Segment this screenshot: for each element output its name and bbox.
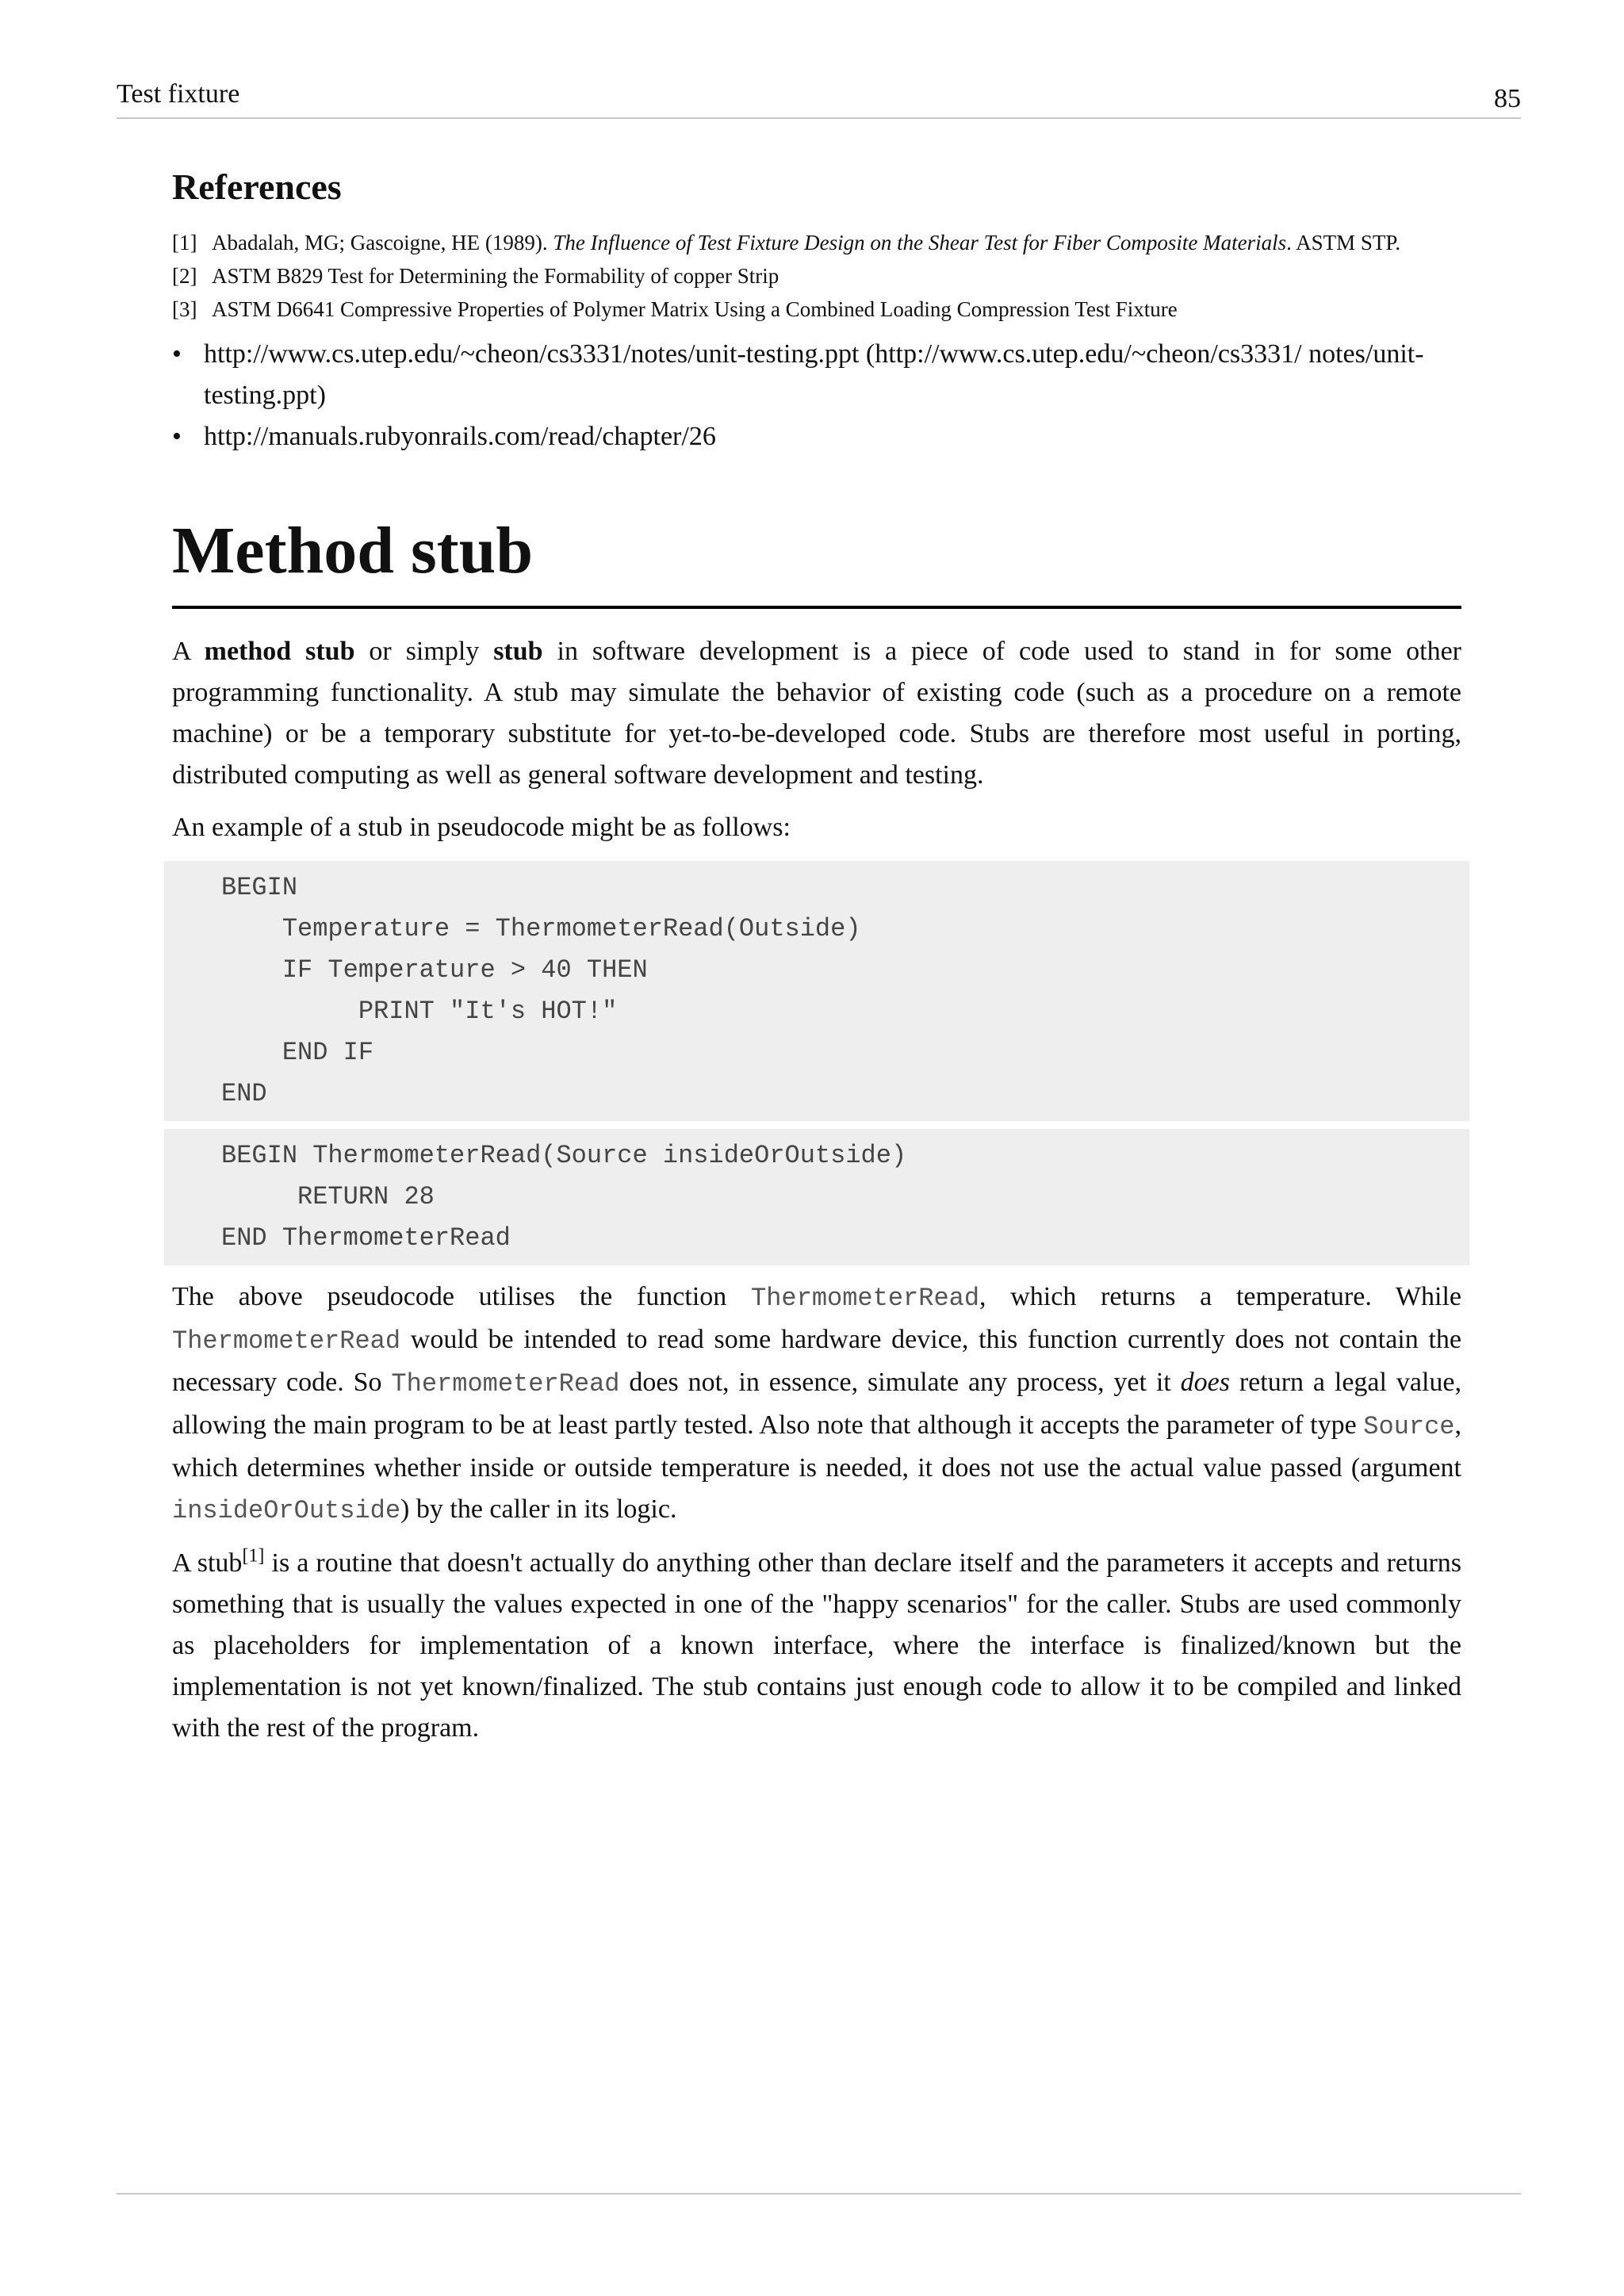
reference-number: [1] bbox=[172, 231, 197, 255]
reference-item bbox=[172, 293, 1461, 326]
reference-item bbox=[172, 259, 1461, 293]
external-link-item[interactable]: • http://manuals.rubyonrails.com/read/chapter/26 bbox=[172, 416, 1461, 457]
reference-text: ASTM B829 Test for Determining the Formability of copper Strip bbox=[212, 264, 779, 289]
text-run: The above pseudocode utilises the function bbox=[172, 1281, 751, 1311]
external-link-item[interactable]: • http://www.cs.utep.edu/~cheon/cs3331/notes/unit-testing.ppt (http://www.cs.utep.edu/~cheon/cs3331/ notes/unit-testing.ppt) bbox=[172, 334, 1461, 416]
page-content bbox=[172, 159, 1461, 1749]
reference-text: ASTM D6641 Compressive Properties of Polymer Matrix Using a Combined Loading Compression Test Fixture bbox=[212, 297, 1178, 322]
text-run: return a legal value, allowing the main program to be at least partly tested. Also note that although it accepts the parameter of type bbox=[172, 1367, 1461, 1440]
bold-term: method stub bbox=[204, 636, 355, 666]
inline-code: ThermometerRead bbox=[751, 1283, 980, 1313]
text-run: , which returns a temperature. While bbox=[979, 1281, 1461, 1311]
reference-number: [2] bbox=[172, 264, 197, 289]
reference-source: . ASTM STP. bbox=[1286, 231, 1401, 255]
header-title: Test fixture bbox=[117, 79, 240, 109]
reference-authors: Abadalah, MG; Gascoigne, HE (1989). bbox=[212, 231, 553, 255]
text-run: or simply bbox=[354, 636, 494, 666]
bold-term: stub bbox=[493, 636, 543, 666]
references-heading: References bbox=[172, 166, 342, 207]
citation-link[interactable]: [1] bbox=[242, 1545, 265, 1567]
page-number: 85 bbox=[1494, 84, 1521, 113]
inline-code: ThermometerRead bbox=[172, 1326, 401, 1356]
emphasis: does bbox=[1180, 1367, 1230, 1397]
text-run: in software development is a piece of code used to stand in for some other programming functionality. A stub may simulate the behavior of existing code (such as a procedure on a remote machine) or be a temporary substitute for yet-to-be-developed code. Stubs are therefore most useful in porting, distributed computing as well as general software development and testing. bbox=[172, 636, 1461, 790]
reference-number: [3] bbox=[172, 297, 197, 322]
reference-item bbox=[172, 226, 1461, 259]
text-run: A stub bbox=[172, 1548, 243, 1578]
intro-paragraph bbox=[172, 631, 1461, 796]
text-run: , which determines whether inside or outside temperature is needed, it does not use the actual value passed (argument bbox=[172, 1410, 1461, 1483]
reference-list bbox=[172, 226, 1461, 326]
text-run: A bbox=[172, 636, 205, 666]
definition-paragraph bbox=[172, 1543, 1461, 1749]
code-block-main: BEGIN Temperature = ThermometerRead(Outside) IF Temperature > 40 THEN PRINT "It's HOT!" END IF END bbox=[164, 861, 1469, 1121]
text-run: does not, in essence, simulate any process, yet it bbox=[619, 1367, 1181, 1397]
text-run: is a routine that doesn't actually do anything other than declare itself and the parameters it accepts and returns something that is usually the values expected in one of the "happy scenarios" for the caller. Stubs are used commonly as placeholders for implementation of a known interface, where the interface is finalized/known but the implementation is not yet known/finalized. The stub contains just enough code to allow it to be compiled and linked with the rest of the program. bbox=[172, 1548, 1461, 1743]
running-header bbox=[117, 76, 1521, 119]
reference-text bbox=[212, 226, 1400, 259]
explanation-paragraph bbox=[172, 1276, 1461, 1532]
reference-title: The Influence of Test Fixture Design on the Shear Test for Fiber Composite Materials bbox=[553, 231, 1287, 255]
inline-code: Source bbox=[1363, 1411, 1455, 1441]
code-block-function: BEGIN ThermometerRead(Source insideOrOutside) RETURN 28 END ThermometerRead bbox=[164, 1129, 1469, 1265]
text-run: would be intended to read some hardware device, this function currently does not contain the necessary code. So bbox=[172, 1324, 1461, 1397]
inline-code: insideOrOutside bbox=[172, 1495, 401, 1525]
article-title: Method stub bbox=[172, 511, 1461, 609]
footer-rule bbox=[117, 2193, 1521, 2195]
text-run: ) by the caller in its logic. bbox=[400, 1494, 677, 1524]
example-intro-paragraph: An example of a stub in pseudocode might be as follows: bbox=[172, 812, 791, 842]
external-links bbox=[172, 334, 1461, 457]
inline-code: ThermometerRead bbox=[391, 1368, 620, 1399]
